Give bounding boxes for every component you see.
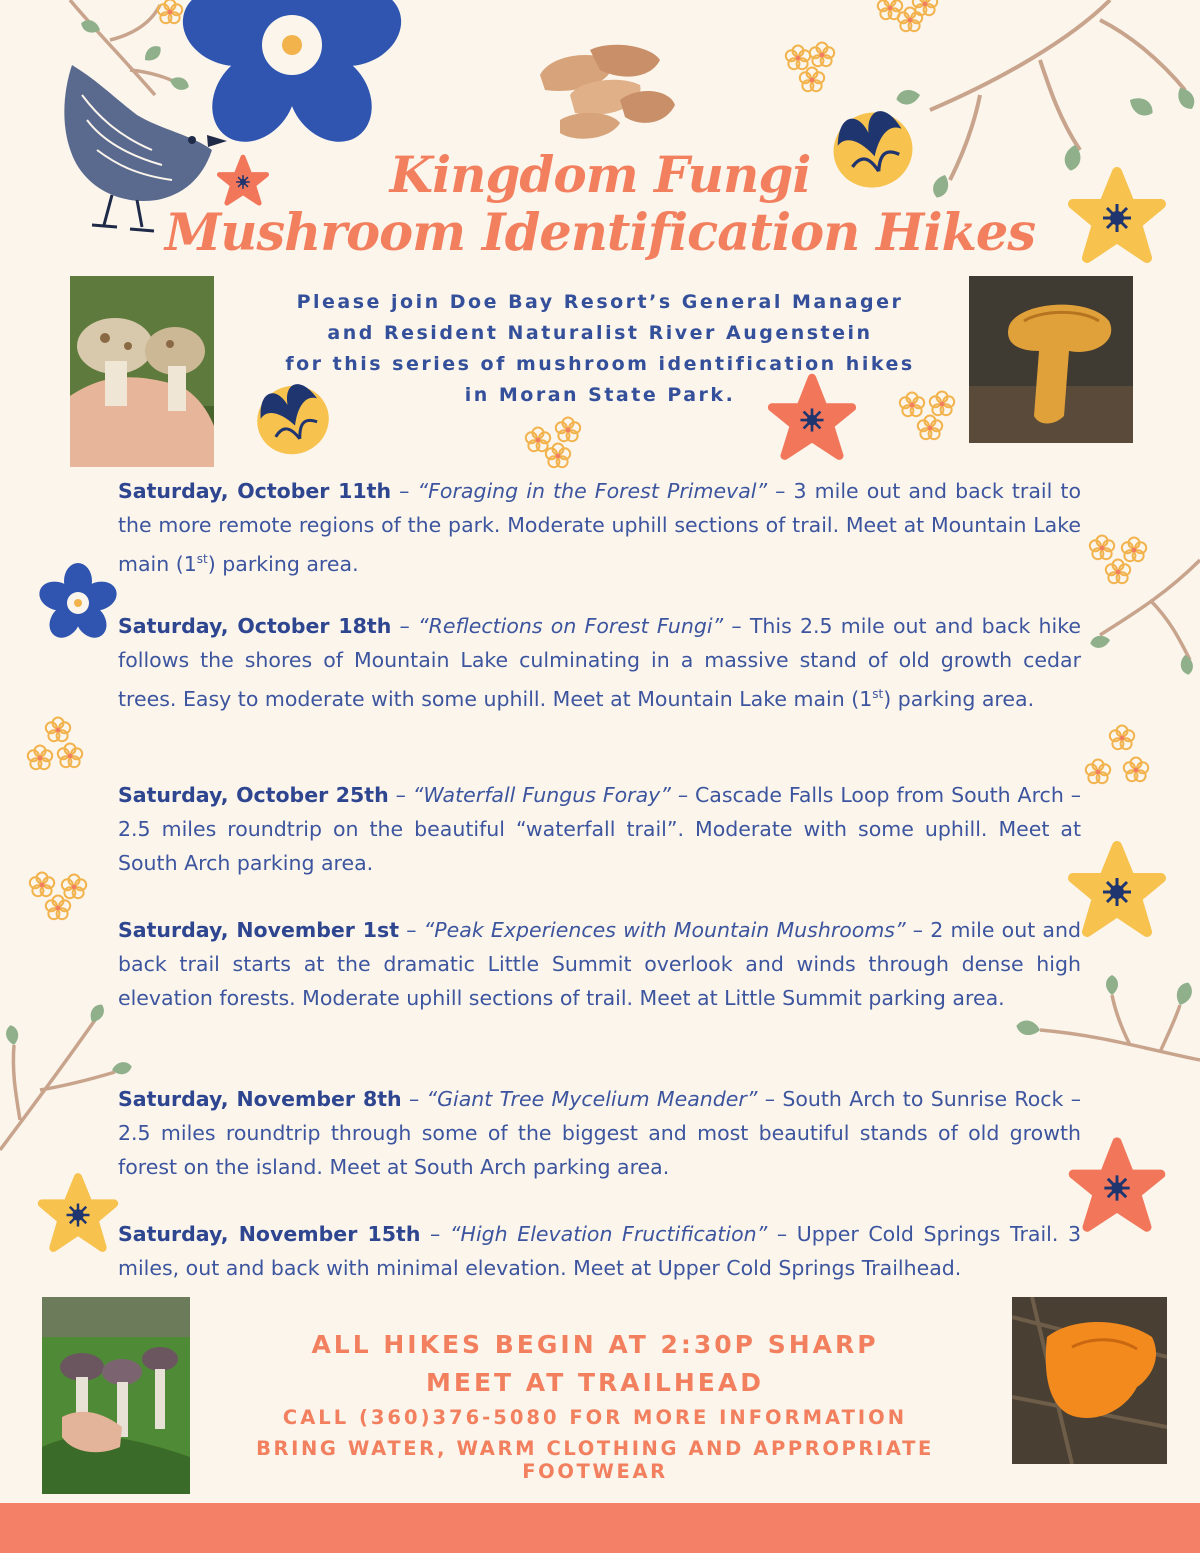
event-item (118, 474, 1081, 581)
event-description-end: ) parking area. (207, 551, 359, 576)
intro-text (260, 287, 940, 411)
event-item (118, 778, 1081, 880)
coral-flower-3 (1073, 1142, 1160, 1227)
intro-line: in Moran State Park. (464, 384, 736, 406)
intro-line: Please join Doe Bay Resort’s General Manager (296, 291, 904, 313)
event-item (118, 1217, 1081, 1285)
event-title: “Waterfall Fungus Foray” (412, 783, 671, 807)
event-date: Saturday, November 15th (118, 1222, 421, 1246)
event-description: – This 2.5 mile out and back hike follows the shores of Mountain Lake culminating in a massive stand of old growth cedar trees. Easy to moderate with some uphill. Meet at Mountain Lake main (1 (118, 614, 1081, 711)
bottom-accent-bar (0, 1503, 1200, 1553)
event-title: “Foraging in the Forest Primeval” (417, 479, 768, 503)
event-separator: – (401, 1087, 427, 1111)
event-title: “High Elevation Fructification” (449, 1222, 768, 1246)
title-line-1: Kingdom Fungi (389, 145, 811, 204)
event-title: “Peak Experiences with Mountain Mushrooms” (423, 918, 906, 942)
event-item (118, 1082, 1081, 1184)
orange-fungus-photo (1012, 1297, 1167, 1464)
event-description: – Cascade Falls Loop from South Arch – 2.5 miles roundtrip on the beautiful “waterfall trail”. Moderate with some uphill. Meet at South Arch parking area. (118, 783, 1081, 875)
title-line-2: Mushroom Identification Hikes (164, 203, 1036, 263)
chanterelle-photo (969, 276, 1133, 443)
event-date: Saturday, October 11th (118, 479, 392, 503)
event-description: – 3 mile out and back trail to the more remote regions of the park. Moderate uphill sections of trail. Meet at Mountain Lake main (1 (118, 479, 1081, 576)
blue-flower-top (173, 0, 412, 158)
intro-line: and Resident Naturalist River Augenstein (327, 322, 873, 344)
event-separator: – (391, 479, 418, 503)
mushroom-cluster-photo (42, 1297, 190, 1494)
footer-phone: CALL (360)376-5080 FOR MORE INFORMATION (282, 1406, 908, 1429)
event-description-end: ) parking area. (883, 686, 1035, 711)
event-description: – South Arch to Sunrise Rock – 2.5 miles roundtrip through some of the biggest and most beautiful stands of old growth forest on the island. Meet at South Arch parking area. (118, 1087, 1081, 1179)
event-separator: – (391, 614, 419, 638)
event-date: Saturday, November 1st (118, 918, 399, 942)
event-description: – 2 mile out and back trail starts at the dramatic Little Summit overlook and winds through dense high elevation forests. Moderate uphill sections of trail. Meet at Little Summit parking area. (118, 918, 1081, 1010)
mushroom-photo-hand (70, 276, 214, 467)
yellow-flower-right-mid (1073, 846, 1161, 932)
event-superscript: st (872, 687, 884, 701)
blue-flower-left (36, 563, 121, 644)
event-title: “Reflections on Forest Fungi” (418, 614, 724, 638)
event-item (118, 609, 1081, 716)
event-separator: – (399, 918, 424, 942)
oyster-mushroom-illustration (540, 45, 675, 139)
footer-meet: MEET AT TRAILHEAD (426, 1368, 764, 1397)
event-date: Saturday, October 18th (118, 614, 392, 638)
intro-line: for this series of mushroom identification hikes (285, 353, 915, 375)
footer-start-time: ALL HIKES BEGIN AT 2:30P SHARP (311, 1330, 879, 1359)
yellow-flower-left-low (42, 1177, 114, 1248)
event-separator: – (420, 1222, 450, 1246)
event-date: Saturday, October 25th (118, 783, 389, 807)
event-title: “Giant Tree Mycelium Meander” (426, 1087, 758, 1111)
event-date: Saturday, November 8th (118, 1087, 402, 1111)
event-separator: – (388, 783, 413, 807)
event-item (118, 913, 1081, 1015)
event-superscript: st (196, 552, 208, 566)
footer-bring: BRING WATER, WARM CLOTHING AND APPROPRIATE FOOTWEAR (256, 1437, 934, 1483)
event-description: – Upper Cold Springs Trail. 3 miles, out and back with minimal elevation. Meet at Upper Cold Springs Trailhead. (118, 1222, 1081, 1280)
